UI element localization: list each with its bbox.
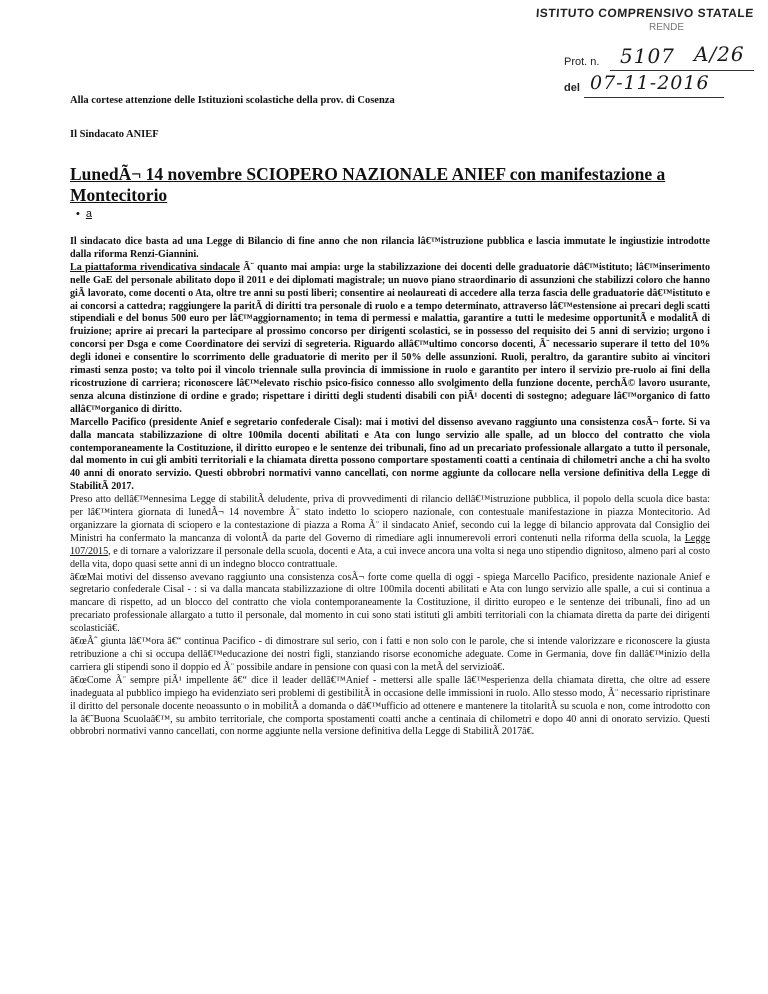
platform-text: Ã¨ quanto mai ampia: urge la stabilizzazione dei docenti delle graduatorie dâ€™istituto; lâ€™inserimento nelle GaE del personale abilitato dopo il 2011 e dei diplomati magistrale; un nuovo piano straordinario di assunzioni che stabilizzi coloro che hanno giÃ lavorato, come docenti o Ata, oltre tre anni su posti liberi; consentire ai neolaureati di accedere alla terza fascia delle graduatorie dâ€™istituto e ai concorsi a cattedra; raggiungere la paritÃ di diritti tra personale di ruolo e a tempo determinato, attraverso lâ€™estensione ai precari degli scatti stipendiali e del bonus 500 euro per lâ€™aggiornamento; in tema di permessi e malattia, garantire a tutti le medesime opportunitÃ e modalitÃ di fruizione; aprire ai precari la partecipare al prossimo concorso per dirigenti scolastici, se in possesso del requisito dei 5 anni di servizio; urgono i concorsi per Dsga e come Coordinatore dei servizi di segreteria. Riguardo allâ€™ultimo concorso docenti, Ã¨ necessario superare il tetto del 10% degli idonei e consentire lo scorrimento delle graduatorie di merito per il 50% delle assunzioni. Ruoli, peraltro, da garantire subito ai vincitori rimasti senza posto; va tolto poi il vincolo triennale sulla provincia di immissione in ruolo e garantito per intero il servizio pre-ruolo ai fini della ricostruzione di carriera; riconoscere lâ€™elevato rischio psico-fisico connesso allo svolgimento della funzione docente, perchÃ© lavoro usurante, senza alcuna distinzione di ordine e grado; rispettare i diritti degli studenti disabili con piÃ¹ docenti di sostegno; adeguare lâ€™organico di fatto allâ€™organico di diritto. bbox=[70, 261, 710, 415]
date-value: 07-11-2016 bbox=[590, 72, 710, 94]
prot-underline bbox=[610, 70, 754, 71]
paragraph-strike bbox=[70, 494, 710, 571]
recipient-line: Alla cortese attenzione delle Istituzioni scolastiche della prov. di Cosenza bbox=[70, 95, 395, 106]
date-label: del bbox=[564, 82, 580, 94]
strike-text-b: , e di tornare a valorizzare il personale della scuola, docenti e Ata, a cui invece ancora una volta si nega uno stipendio dignitoso, almeno pari al costo della vita, dopo quasi sette anni di un indegno blocco contrattuale. bbox=[70, 545, 710, 570]
sender-line: Il Sindacato ANIEF bbox=[70, 129, 159, 140]
stamp-header: ISTITUTO COMPRENSIVO STATALE bbox=[535, 6, 755, 20]
law-link[interactable]: Legge 107/2015 bbox=[70, 532, 710, 557]
platform-link[interactable]: La piattaforma rivendicativa sindacale bbox=[70, 261, 240, 273]
bullet-symbol: • bbox=[76, 208, 80, 220]
paragraph-platform bbox=[70, 262, 710, 417]
paragraph-intro: Il sindacato dice basta ad una Legge di Bilancio di fine anno che non rilancia lâ€™istruzione pubblica e lascia immutate le ingiustizie introdotte dalla riforma Renzi-Giannini. bbox=[70, 236, 710, 260]
list-item bbox=[76, 208, 92, 220]
article-body bbox=[70, 236, 710, 739]
date-underline bbox=[584, 97, 724, 98]
prot-class: A/26 bbox=[694, 42, 745, 66]
protocol-stamp bbox=[524, 6, 754, 106]
prot-label: Prot. n. bbox=[564, 56, 600, 68]
prot-number: 5107 bbox=[620, 44, 675, 68]
paragraph-pacifico: Marcello Pacifico (presidente Anief e segretario confederale Cisal): mai i motivi del dissenso avevano raggiunto una consistenza cosÃ¬ forte. Si va dalla mancata stabilizzazione di oltre 100mila docenti abilitati e Ata con lungo servizio alle spalle, ad un blocco del contratto che viola contemporaneamente la Costituzione, il diritto europeo e le sentenze dei tribunali, fino ad un precariato professionale allargato a tutto il personale, dal momento in cui gli ambiti territoriali e la chiamata diretta possono comportare spostamenti coatti a centinaia di chilometri anche a chi ha svolto 40 anni di onorato servizio. Questi obbrobri normativi vanno cancellati, con norme aggiunte da collocare nella versione definitiva della Legge di StabilitÃ 2017. bbox=[70, 416, 710, 493]
strike-text-a: Preso atto dellâ€™ennesima Legge di stabilitÃ deludente, priva di provvedimenti di rilancio dellâ€™istruzione pubblica, il popolo della scuola dice basta: per lâ€™intera giornata di lunedÃ¬ 14 novembre Ã¨ stato indetto lo sciopero nazionale, con contestuale manifestazione in piazza Montecitorio. Ad organizzare la giornata di sciopero e la contestazione di piazza a Roma Ã¨ il sindacato Anief, secondo cui la legge di bilancio approvata dal Consiglio dei Ministri ha confermato la mancanza di volontÃ da parte del Governo di rimediare agli innumerevoli errori contenuti nella riforma della scuola, la bbox=[70, 494, 710, 544]
paragraph-quote-2: â€œÃˆ giunta lâ€™ora â€“ continua Pacifico - di dimostrare sul serio, con i fatti e non solo con le parole, che si intende valorizzare e riconoscere la giusta retribuzione a chi si occupa dellâ€™educazione dei nostri figli, stanziando risorse economiche adeguate. Come in Germania, dove fin dallâ€™inizio della carriera gli stipendi sono il doppio ed Ã¨ possibile andare in pensione con quasi con la metÃ del servizioâ€. bbox=[70, 636, 710, 673]
paragraph-quote-3: â€œCome Ã¨ sempre piÃ¹ impellente â€“ dice il leader dellâ€™Anief - mettersi alle spalle lâ€™esperienza della chiamata diretta, che oltre ad essere inadeguata al pubblico impiego ha evidenziato seri problemi di gestibilitÃ in occasione delle immissioni in ruolo. Allo stesso modo, Ã¨ necessario ripristinare il diritto del personale docente neoassunto o in mobilitÃ a domanda o dâ€™ufficio ad ottenere e mantenere la titolaritÃ su scuola e non, come introdotto con la â€˜Buona Scuolaâ€™, su ambito territoriale, che comporta spostamenti coatti anche a centinaia di chilometri e dopo 40 anni di onorato servizio. Questi obbrobri normativi vanno cancellati, con norme aggiunte nella versione definitiva della Legge di StabilitÃ 2017â€. bbox=[70, 674, 710, 738]
stamp-sub: RENDE bbox=[648, 22, 684, 33]
paragraph-quote-1: â€œMai motivi del dissenso avevano raggiunto una consistenza cosÃ¬ forte come quella di oggi - spiega Marcello Pacifico, presidente nazionale Anief e segretario confederale Cisal - : si va dalla mancata stabilizzazione di oltre 100mila docenti abilitati e Ata con lungo servizio alle spalle, a cui si continua a mancare di rispetto, ad un blocco del contratto che viola contemporaneamente la Costituzione, il diritto europeo e le sentenze dei tribunali, fino ad un precariato professionale allargato a tutto il personale, dal momento in cui sono stati istituti gli ambiti territoriali con la chiamata diretta da parte dei dirigenti scolasticiâ€. bbox=[70, 571, 710, 635]
page-title: LunedÃ¬ 14 novembre SCIOPERO NAZIONALE ANIEF con manifestazione a Montecitorio bbox=[70, 164, 666, 205]
bullet-link[interactable]: a bbox=[85, 208, 92, 220]
